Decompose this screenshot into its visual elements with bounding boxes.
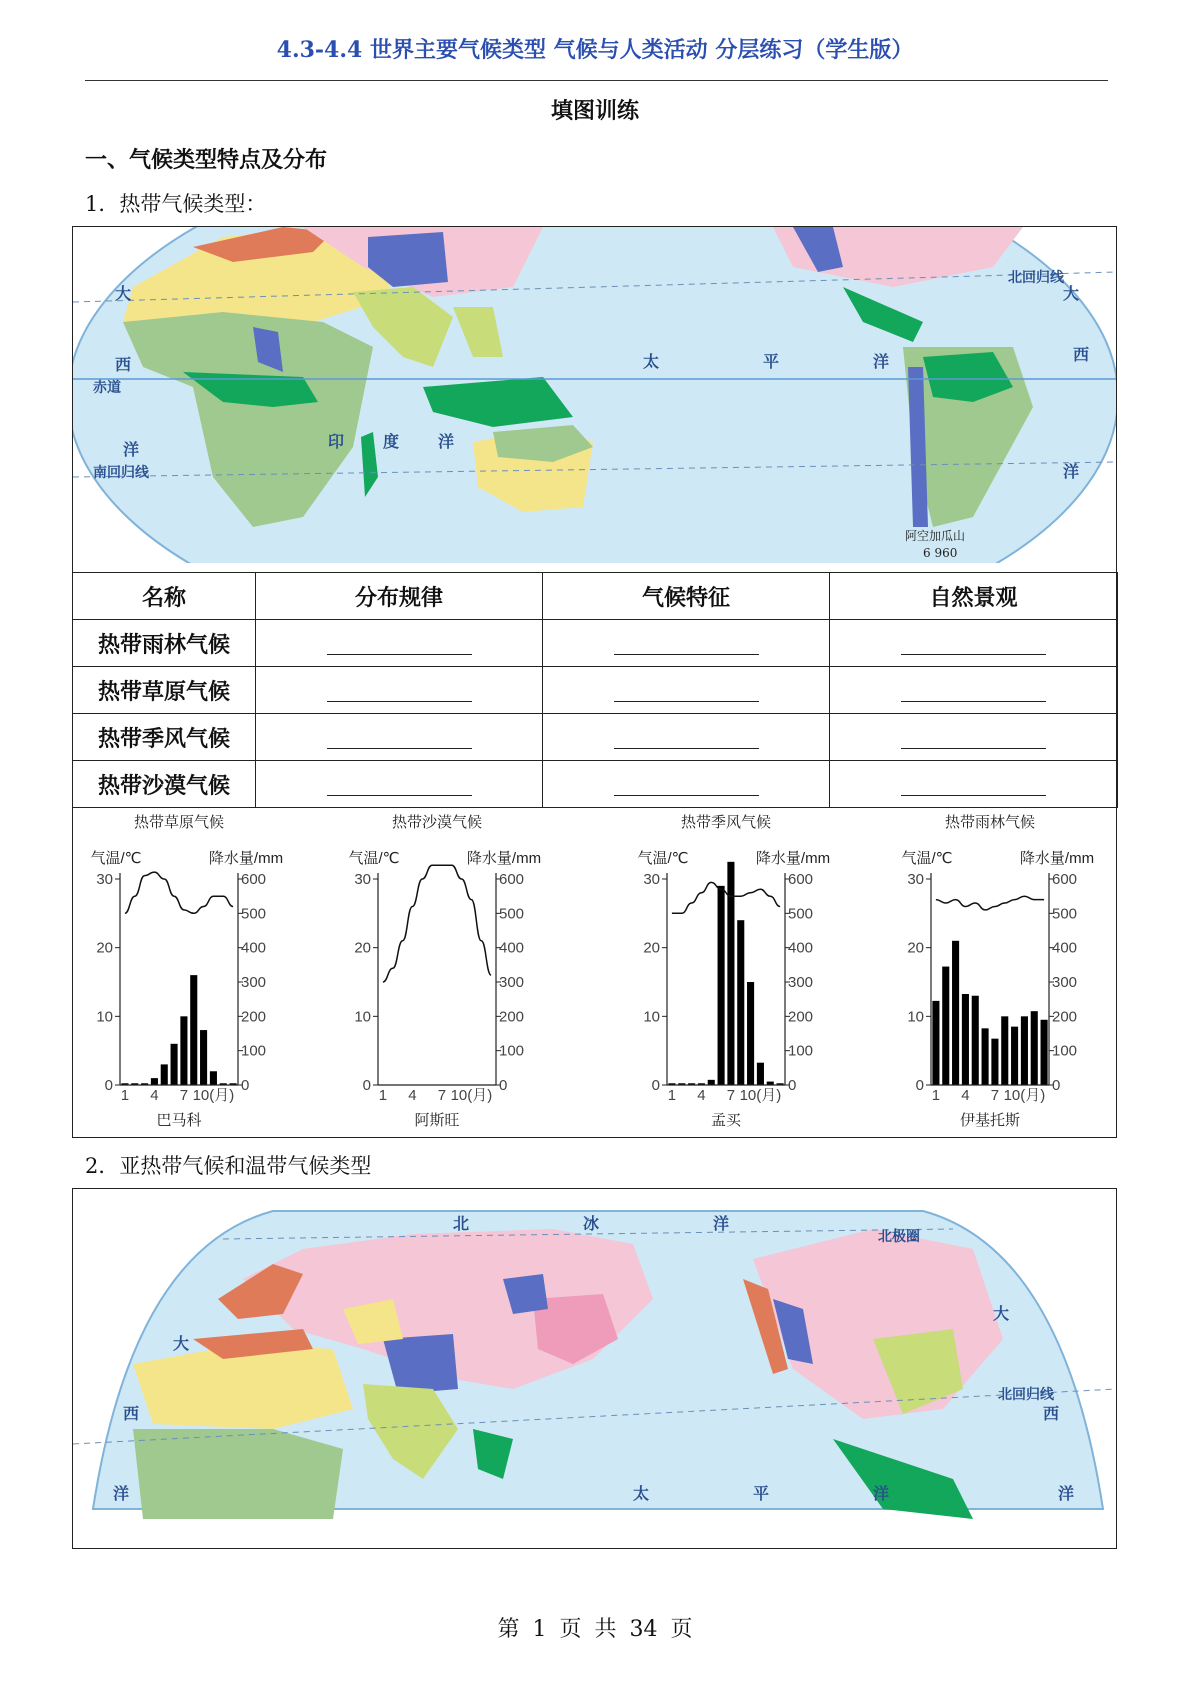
- y-left-label: 气温/℃: [348, 850, 400, 867]
- x-tick-label: 10(月): [1003, 1087, 1046, 1104]
- header-name: 名称: [73, 573, 256, 620]
- x-tick-label: 1: [120, 1087, 130, 1104]
- document-title: 4.3-4.4 世界主要气候类型 气候与人类活动 分层练习（学生版）: [276, 37, 914, 63]
- map1-label-aconcagua: 阿空加瓜山: [905, 529, 966, 543]
- y-left-tick-label: 30: [354, 871, 371, 888]
- part-heading: 一、气候类型特点及分布: [85, 147, 328, 173]
- precipitation-bar: [1001, 1016, 1008, 1085]
- precipitation-bar: [1041, 1020, 1048, 1085]
- y-right-tick-label: 200: [1052, 1008, 1078, 1026]
- precipitation-bar: [151, 1078, 158, 1085]
- subheading-tropical: 1．热带气候类型：: [85, 192, 267, 216]
- precipitation-bar: [1011, 1027, 1018, 1085]
- y-left-tick-label: 10: [96, 1008, 113, 1026]
- blank-features[interactable]: [543, 714, 830, 761]
- map2-label-yang2: 洋: [113, 1484, 130, 1503]
- station-name: 孟买: [710, 1112, 742, 1129]
- map1-label-xi2: 西: [1073, 345, 1090, 364]
- map2-label-yang3: 洋: [1058, 1484, 1075, 1503]
- y-left-tick-label: 0: [104, 1077, 113, 1094]
- blank-landscape[interactable]: [830, 714, 1118, 761]
- y-right-tick-label: 400: [499, 939, 525, 957]
- map2-label-cancer: 北回归线: [998, 1387, 1054, 1403]
- answer-blank[interactable]: [901, 681, 1046, 702]
- x-tick-label: 10(月): [739, 1087, 782, 1104]
- map2-label-xi2: 西: [1043, 1404, 1060, 1423]
- chart-title: 热带雨林气候: [944, 814, 1036, 831]
- chart-title: 热带草原气候: [133, 814, 225, 831]
- map1-label-yang4: 洋: [1063, 462, 1080, 481]
- y-right-tick-label: 0: [1052, 1077, 1061, 1094]
- y-right-tick-label: 200: [499, 1008, 525, 1026]
- precipitation-bar: [708, 1080, 715, 1085]
- station-name: 阿斯旺: [414, 1112, 460, 1129]
- answer-blank[interactable]: [901, 728, 1046, 749]
- map2-label-tai: 太: [633, 1484, 650, 1503]
- table-header-row: [73, 573, 1118, 620]
- answer-blank[interactable]: [614, 775, 759, 796]
- y-right-tick-label: 300: [241, 974, 267, 991]
- header-distribution: 分布规律: [256, 573, 543, 620]
- precipitation-bar: [991, 1039, 998, 1085]
- precipitation-bar: [747, 982, 754, 1085]
- y-left-tick-label: 30: [907, 871, 924, 888]
- x-tick-label: 10(月): [450, 1087, 493, 1104]
- precipitation-bar: [171, 1044, 178, 1085]
- y-left-label: 气温/℃: [637, 850, 689, 867]
- header-divider: [85, 80, 1108, 81]
- row-name: 热带草原气候: [73, 667, 256, 714]
- table-row: [73, 667, 1118, 714]
- y-right-tick-label: 400: [1052, 939, 1078, 957]
- precipitation-bar: [737, 920, 744, 1085]
- blank-distribution[interactable]: [256, 761, 543, 808]
- y-right-tick-label: 100: [241, 1042, 267, 1060]
- y-right-tick-label: 400: [241, 939, 267, 957]
- y-right-tick-label: 500: [1052, 905, 1078, 923]
- map2-label-arctic: 北极圈: [878, 1229, 920, 1245]
- x-tick-label: 7: [437, 1087, 447, 1104]
- temperature-line: [672, 882, 780, 913]
- map2-label-xi1: 西: [123, 1404, 140, 1423]
- y-right-tick-label: 500: [788, 905, 814, 923]
- subheading-subtropical-temperate: 2．亚热带气候和温带气候类型: [85, 1154, 372, 1178]
- y-left-tick-label: 10: [643, 1008, 660, 1026]
- x-tick-label: 1: [667, 1087, 677, 1104]
- x-tick-label: 7: [179, 1087, 189, 1104]
- y-right-label: 降水量/mm: [208, 850, 284, 867]
- answer-blank[interactable]: [327, 634, 472, 655]
- y-right-tick-label: 300: [499, 974, 525, 991]
- y-left-label: 气温/℃: [901, 850, 953, 867]
- blank-distribution[interactable]: [256, 620, 543, 667]
- y-right-tick-label: 500: [499, 905, 525, 923]
- y-right-tick-label: 600: [241, 871, 267, 888]
- temperature-line: [125, 872, 233, 913]
- y-right-tick-label: 600: [1052, 871, 1078, 888]
- y-right-label: 降水量/mm: [466, 850, 542, 867]
- precipitation-bar: [210, 1071, 217, 1085]
- precipitation-bar: [1031, 1011, 1038, 1085]
- answer-blank[interactable]: [327, 681, 472, 702]
- answer-blank[interactable]: [901, 634, 1046, 655]
- map1-label-du: 度: [383, 432, 400, 451]
- precipitation-bar: [190, 975, 197, 1085]
- station-name: 伊基托斯: [959, 1112, 1021, 1129]
- precipitation-bar: [932, 1001, 939, 1085]
- temperature-line: [936, 896, 1044, 910]
- y-left-tick-label: 30: [643, 871, 660, 888]
- precipitation-bar: [180, 1016, 187, 1085]
- answer-blank[interactable]: [614, 681, 759, 702]
- y-left-tick-label: 0: [362, 1077, 371, 1094]
- y-right-tick-label: 0: [241, 1077, 250, 1094]
- blank-distribution[interactable]: [256, 667, 543, 714]
- map1-label-yang3: 洋: [873, 352, 890, 371]
- y-left-tick-label: 20: [354, 939, 371, 957]
- y-right-tick-label: 0: [788, 1077, 797, 1094]
- precipitation-bar: [200, 1030, 207, 1085]
- y-left-tick-label: 20: [643, 939, 660, 957]
- y-right-tick-label: 500: [241, 905, 267, 923]
- precipitation-bar: [1021, 1016, 1028, 1085]
- y-left-tick-label: 20: [96, 939, 113, 957]
- precipitation-bar: [942, 967, 949, 1085]
- map1-label-yang1: 洋: [123, 440, 140, 459]
- x-tick-label: 4: [961, 1087, 970, 1104]
- y-left-tick-label: 10: [354, 1008, 371, 1026]
- y-right-label: 降水量/mm: [755, 850, 831, 867]
- table-row: [73, 620, 1118, 667]
- y-right-tick-label: 200: [241, 1008, 267, 1026]
- y-right-tick-label: 100: [1052, 1042, 1078, 1060]
- blank-distribution[interactable]: [256, 714, 543, 761]
- map1-label-yin: 印: [328, 432, 345, 451]
- precipitation-bar: [982, 1028, 989, 1085]
- precipitation-bar: [757, 1063, 764, 1085]
- x-tick-label: 10(月): [192, 1087, 235, 1104]
- row-name: 热带沙漠气候: [73, 761, 256, 808]
- x-tick-label: 7: [726, 1087, 736, 1104]
- x-tick-label: 1: [378, 1087, 388, 1104]
- subtropical-temperate-map: [73, 1189, 1116, 1548]
- y-left-tick-label: 0: [915, 1077, 924, 1094]
- map2-label-bing: 冰: [583, 1214, 600, 1233]
- table-row: [73, 714, 1118, 761]
- blank-landscape[interactable]: [830, 667, 1118, 714]
- map2-label-yang4: 洋: [873, 1484, 890, 1503]
- map1-label-equator: 赤道: [93, 380, 121, 396]
- map1-label-capricorn: 南回归线: [93, 465, 149, 481]
- y-left-label: 气温/℃: [90, 850, 142, 867]
- y-right-tick-label: 0: [499, 1077, 508, 1094]
- x-tick-label: 4: [408, 1087, 417, 1104]
- map2-label-bei: 北: [453, 1214, 470, 1233]
- y-right-tick-label: 100: [788, 1042, 814, 1060]
- precipitation-bar: [972, 996, 979, 1085]
- africa-savanna2: [133, 1429, 343, 1519]
- blank-landscape[interactable]: [830, 761, 1118, 808]
- y-right-tick-label: 400: [788, 939, 814, 957]
- climate-charts: [73, 812, 1116, 1137]
- x-tick-label: 4: [150, 1087, 159, 1104]
- y-right-tick-label: 300: [788, 974, 814, 991]
- y-left-tick-label: 30: [96, 871, 113, 888]
- y-right-tick-label: 200: [788, 1008, 814, 1026]
- answer-blank[interactable]: [327, 775, 472, 796]
- precipitation-bar: [718, 886, 725, 1085]
- y-right-tick-label: 600: [499, 871, 525, 888]
- map1-label-elevation: 6 960: [923, 546, 958, 560]
- x-tick-label: 4: [697, 1087, 706, 1104]
- row-name: 热带季风气候: [73, 714, 256, 761]
- map1-label-xi1: 西: [115, 355, 132, 374]
- map2-label-yang1: 洋: [713, 1214, 730, 1233]
- precipitation-bar: [161, 1064, 168, 1085]
- climate-table: [72, 572, 1118, 808]
- blank-features[interactable]: [543, 620, 830, 667]
- y-left-tick-label: 10: [907, 1008, 924, 1026]
- y-left-tick-label: 20: [907, 939, 924, 957]
- y-right-tick-label: 100: [499, 1042, 525, 1060]
- map1-label-tai: 太: [643, 352, 660, 371]
- answer-blank[interactable]: [614, 634, 759, 655]
- precipitation-bar: [952, 941, 959, 1085]
- temperature-line: [383, 865, 491, 982]
- y-right-tick-label: 600: [788, 871, 814, 888]
- y-right-tick-label: 300: [1052, 974, 1078, 991]
- table-row: [73, 761, 1118, 808]
- station-name: 巴马科: [156, 1112, 202, 1129]
- answer-blank[interactable]: [327, 728, 472, 749]
- header-features: 气候特征: [543, 573, 830, 620]
- y-right-label: 降水量/mm: [1019, 850, 1095, 867]
- answer-blank[interactable]: [901, 775, 1046, 796]
- blank-features[interactable]: [543, 761, 830, 808]
- blank-landscape[interactable]: [830, 620, 1118, 667]
- chart-title: 热带沙漠气候: [391, 814, 483, 831]
- precipitation-bar: [962, 994, 969, 1085]
- map2-label-da1: 大: [173, 1334, 190, 1353]
- page-footer: 第 1 页 共 34 页: [497, 1617, 693, 1642]
- row-name: 热带雨林气候: [73, 620, 256, 667]
- map1-label-ping: 平: [763, 352, 780, 371]
- map1-label-da1: 大: [115, 284, 132, 303]
- map2-label-ping: 平: [753, 1484, 770, 1503]
- map1-label-da2: 大: [1063, 284, 1080, 303]
- map1-label-yang2: 洋: [438, 432, 455, 451]
- map1-label-cancer: 北回归线: [1008, 270, 1064, 286]
- y-left-tick-label: 0: [651, 1077, 660, 1094]
- map2-label-da2: 大: [993, 1304, 1010, 1323]
- tropical-climate-map: [73, 227, 1116, 563]
- answer-blank[interactable]: [614, 728, 759, 749]
- chart-title: 热带季风气候: [680, 814, 772, 831]
- header-landscape: 自然景观: [830, 573, 1118, 620]
- section-title: 填图训练: [550, 98, 639, 124]
- x-tick-label: 1: [931, 1087, 941, 1104]
- blank-features[interactable]: [543, 667, 830, 714]
- x-tick-label: 7: [990, 1087, 1000, 1104]
